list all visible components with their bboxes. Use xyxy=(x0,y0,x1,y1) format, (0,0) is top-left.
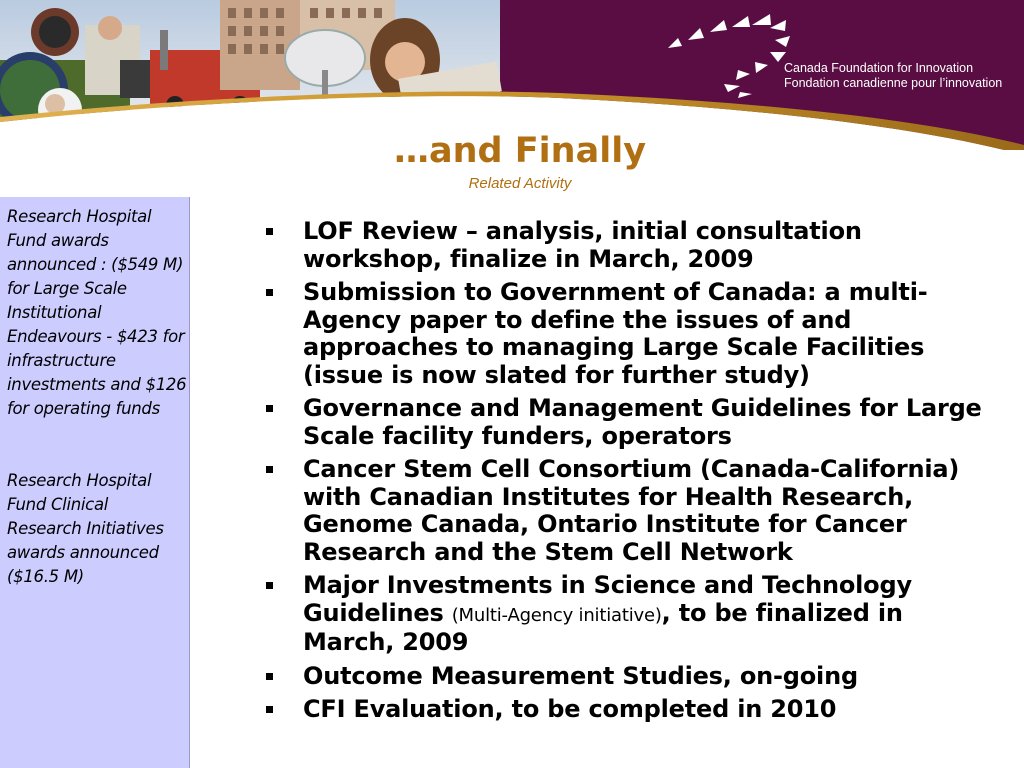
square-bullet-icon xyxy=(266,289,273,296)
bullet-text: CFI Evaluation, to be completed in 2010 xyxy=(303,695,837,723)
activity-list xyxy=(266,218,986,730)
org-name-english: Canada Foundation for Innovation xyxy=(784,61,974,75)
bullet-note: (Multi-Agency initiative) xyxy=(451,604,662,626)
slide-title: …and Finally xyxy=(393,131,647,171)
sidebar-panel xyxy=(0,197,189,768)
bullet-text: Governance and Management Guidelines for Large Scale facility funders, operators xyxy=(303,394,982,450)
list-item xyxy=(266,279,986,389)
list-item xyxy=(266,663,986,691)
slide-subtitle: Related Activity xyxy=(468,175,572,192)
list-item xyxy=(266,572,986,657)
bullet-text: LOF Review – analysis, initial consultation workshop, finalize in March, 2009 xyxy=(303,217,862,273)
bullet-text: Major Investments in Science and Technology Guidelines xyxy=(303,571,912,627)
header-banner xyxy=(0,0,1024,150)
list-item xyxy=(266,218,986,273)
square-bullet-icon xyxy=(266,706,273,713)
bullet-text-continued: , to be finalized in March, 2009 xyxy=(303,598,903,656)
square-bullet-icon xyxy=(266,405,273,412)
bullet-text: Outcome Measurement Studies, on-going xyxy=(303,661,858,690)
bullet-text: Cancer Stem Cell Consortium (Canada-California) with Canadian Institutes for Health Research, Genome Canada, Ontario Institute for Cancer Research and the Stem Cell Network xyxy=(303,455,960,566)
sidebar-note-hospital-fund: Research Hospital Fund awards announced : ($549 M) for Large Scale Institutional Endeavours - $423 for infrastructure investments and $126 for operating funds xyxy=(7,207,187,418)
square-bullet-icon xyxy=(266,228,273,235)
org-name-french: Fondation canadienne pour l’innovation xyxy=(784,76,1003,90)
sidebar-note-clinical-research: Research Hospital Fund Clinical Research Initiatives awards announced ($16.5 M) xyxy=(7,471,164,586)
square-bullet-icon xyxy=(266,673,273,680)
square-bullet-icon xyxy=(266,466,273,473)
list-item xyxy=(266,395,986,450)
list-item xyxy=(266,456,986,566)
list-item xyxy=(266,696,986,724)
square-bullet-icon xyxy=(266,582,273,589)
bullet-text: Submission to Government of Canada: a multi-Agency paper to define the issues of and approaches to managing Large Scale Facilities (issue is now slated for further study) xyxy=(303,278,928,389)
